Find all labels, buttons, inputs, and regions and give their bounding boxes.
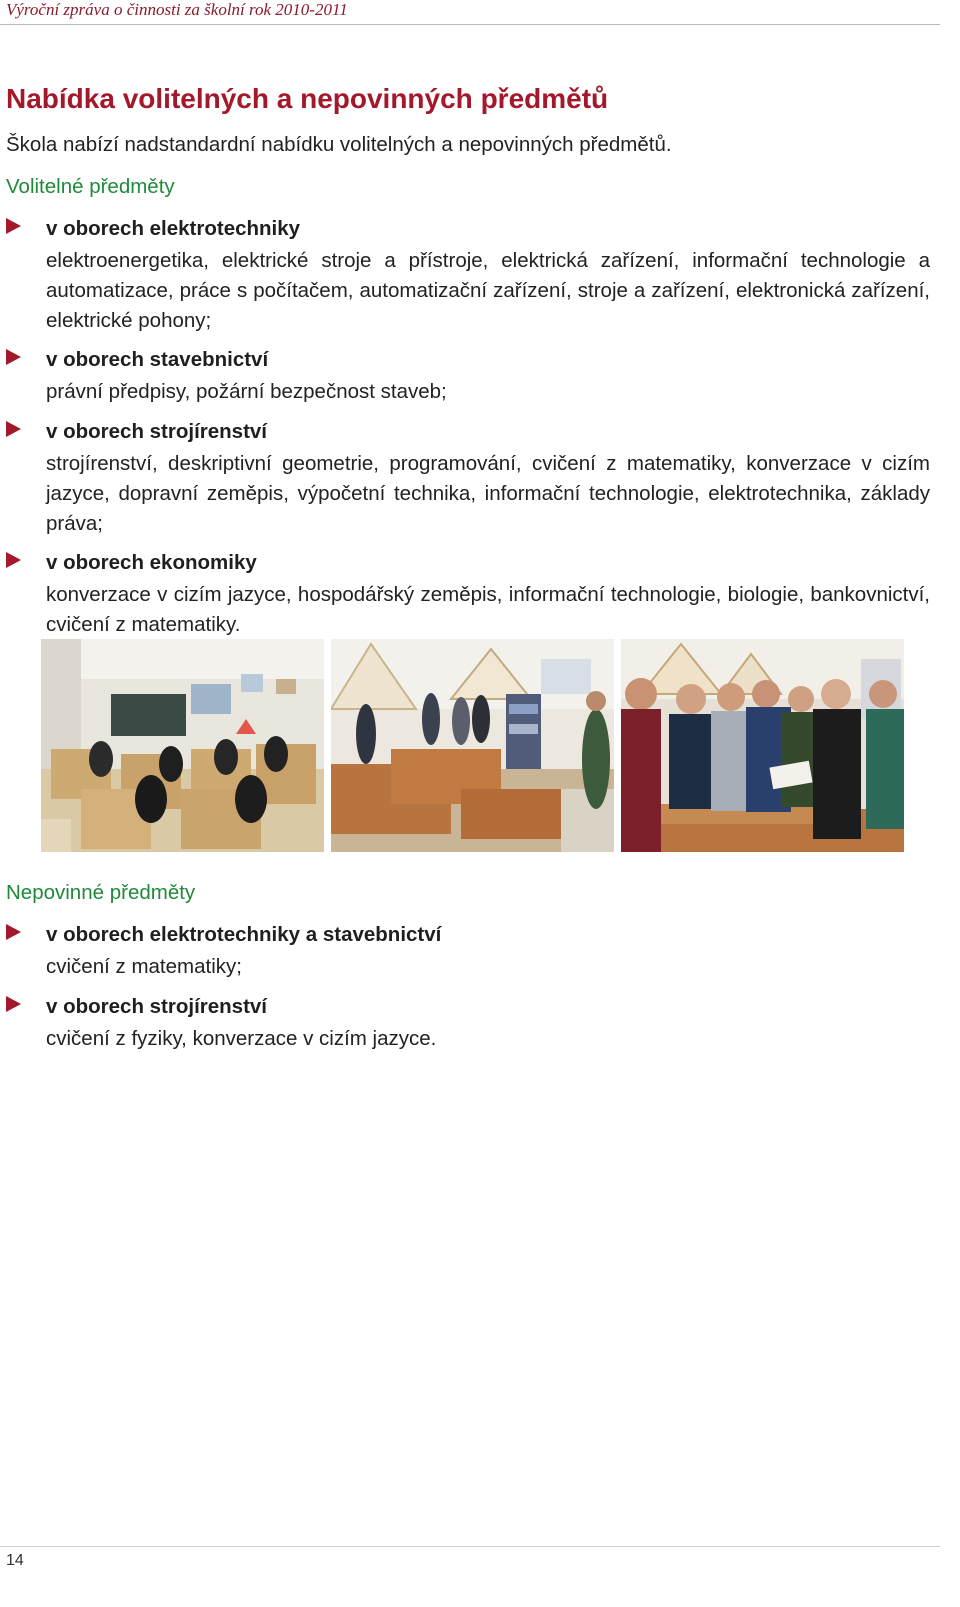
item-description: elektroenergetika, elektrické stroje a přístroje, elektrická zařízení, informační technologie a automatizace, práce s počítačem, automatizační zařízení, stroje a zařízení, elektronická zařízení, elektrické pohony; bbox=[46, 249, 930, 332]
bullet-arrow-icon bbox=[6, 552, 21, 568]
running-header: Výroční zpráva o činnosti za školní rok 2010-2011 bbox=[6, 0, 348, 19]
page-title: Nabídka volitelných a nepovinných předmětů bbox=[6, 83, 609, 114]
section-heading-optional: Nepovinné předměty bbox=[6, 881, 196, 904]
workshop-photo bbox=[331, 639, 614, 852]
item-title: v oborech stavebnictví bbox=[46, 348, 269, 371]
bullet-arrow-icon bbox=[6, 924, 21, 940]
header-divider bbox=[0, 24, 940, 25]
footer-divider bbox=[0, 1546, 940, 1547]
item-description: cvičení z matematiky; bbox=[46, 955, 242, 978]
item-title: v oborech elektrotechniky a stavebnictví bbox=[46, 923, 442, 946]
bullet-arrow-icon bbox=[6, 218, 21, 234]
item-description: právní předpisy, požární bezpečnost staveb; bbox=[46, 380, 447, 403]
item-description: konverzace v cizím jazyce, hospodářský zeměpis, informační technologie, biologie, bankovnictví, cvičení z matematiky. bbox=[46, 583, 930, 636]
item-description: cvičení z fyziky, konverzace v cizím jazyce. bbox=[46, 1027, 437, 1050]
intro-paragraph: Škola nabízí nadstandardní nabídku volitelných a nepovinných předmětů. bbox=[6, 133, 672, 156]
bullet-arrow-icon bbox=[6, 421, 21, 437]
bullet-arrow-icon bbox=[6, 349, 21, 365]
students-group-photo bbox=[621, 639, 904, 852]
bullet-arrow-icon bbox=[6, 996, 21, 1012]
item-title: v oborech elektrotechniky bbox=[46, 217, 301, 240]
classroom-photo bbox=[41, 639, 324, 852]
item-description: strojírenství, deskriptivní geometrie, programování, cvičení z matematiky, konverzace v cizím jazyce, dopravní zeměpis, výpočetní technika, informační technologie, elektrotechnika, základy práva; bbox=[46, 452, 930, 535]
page-number: 14 bbox=[6, 1552, 24, 1569]
item-title: v oborech ekonomiky bbox=[46, 551, 257, 574]
item-title: v oborech strojírenství bbox=[46, 420, 268, 443]
section-heading-elective: Volitelné předměty bbox=[6, 175, 175, 198]
item-title: v oborech strojírenství bbox=[46, 995, 268, 1018]
photo-strip bbox=[41, 639, 904, 852]
